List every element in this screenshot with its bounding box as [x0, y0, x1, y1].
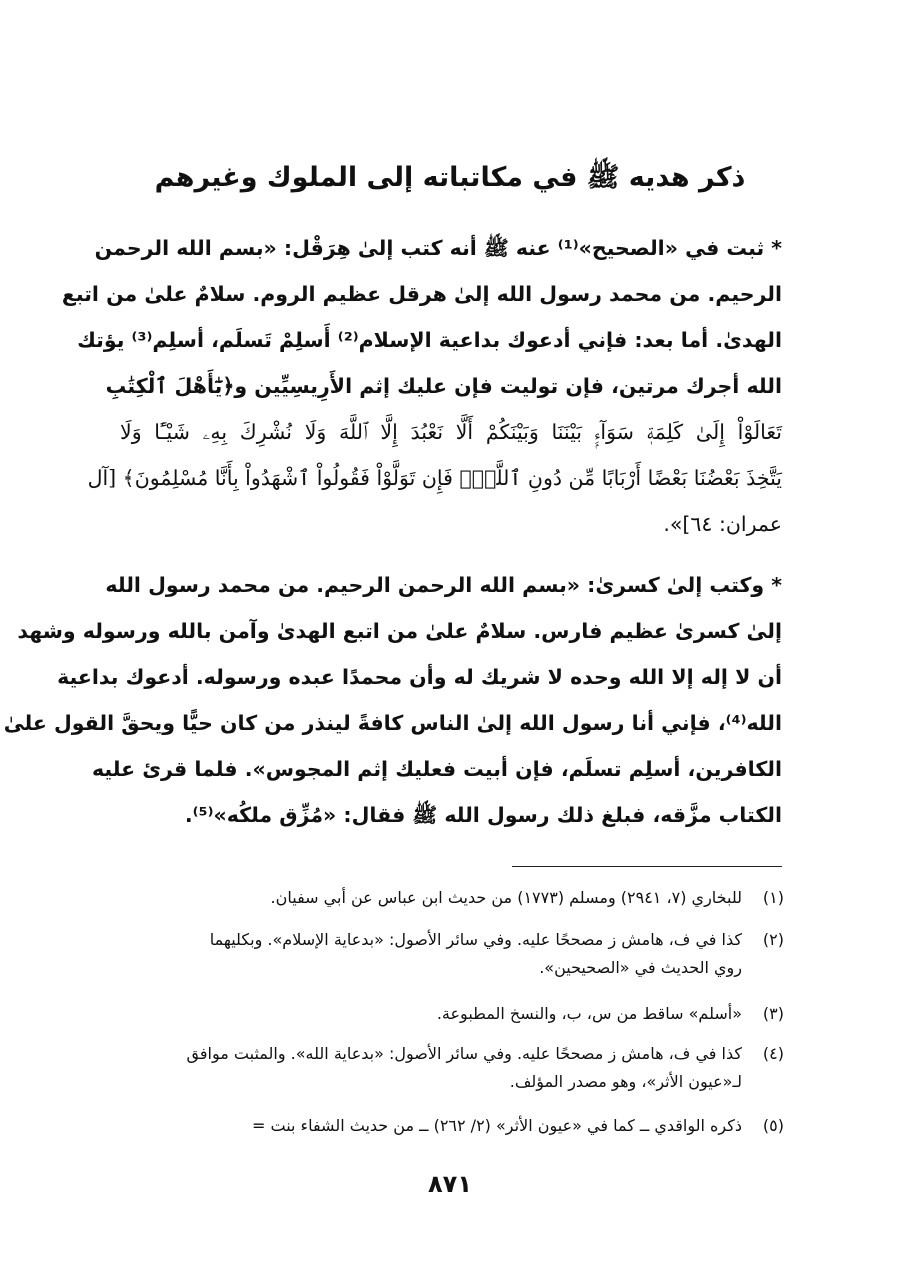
paragraph-line: الرحيم. من محمد رسول الله إلىٰ هرقل عظيم الروم. سلامٌ علىٰ من اتبع	[61, 282, 782, 306]
footnote-text: للبخاري (٧، ٢٩٤١) ومسلم (١٧٧٣) من حديث ابن عباس عن أبي سفيان.	[270, 888, 742, 907]
paragraph-line: الله⁽⁴⁾، فإني أنا رسول الله إلىٰ الناس كافةً لينذر من كان حيًّا ويحقَّ القول علىٰ	[3, 711, 782, 735]
footnote-5	[118, 1112, 784, 1140]
footnote-4	[118, 1040, 784, 1096]
footnote-divider	[512, 866, 782, 867]
footnote-number: (٢)	[762, 930, 784, 949]
paragraph-line: الهدىٰ. أما بعد: فإني أدعوك بداعية الإسلام⁽²⁾ أَسلِمْ تَسلَم، أسلِم⁽³⁾ يؤتك	[77, 328, 782, 352]
page-number: ٨٧١	[428, 1170, 472, 1198]
quran-verse-line: يَتَّخِذَ بَعْضُنَا بَعْضًا أَرْبَابًا مِّن دُونِ ٱللَّهِۚ فَإِن تَوَلَّوْاْ فَقُولُواْ ٱشْهَدُواْ بِأَنَّا مُسْلِمُونَ﴾ [آل	[87, 466, 782, 490]
section-title: ذكر هديه ﷺ في مكاتباته إلى الملوك وغيرهم	[154, 162, 746, 193]
paragraph-line: الله أجرك مرتين، فإن توليت فإن عليك إثم الأَرِيسِيِّين و﴿يَٰٓأَهْلَ ٱلْكِتَٰبِ	[105, 374, 782, 398]
footnote-number: (٣)	[762, 1004, 784, 1023]
paragraph-line: إلىٰ كسرىٰ عظيم فارس. سلامٌ علىٰ من اتبع الهدىٰ وآمن بالله ورسوله وشهد	[17, 619, 782, 643]
footnote-text: كذا في ف، هامش ز مصححًا عليه. وفي سائر الأصول: «بدعاية الله». والمثبت موافق	[186, 1044, 742, 1063]
footnote-text: «أسلم» ساقط من س، ب، والنسخ المطبوعة.	[436, 1004, 742, 1023]
paragraph-line: * وكتب إلىٰ كسرىٰ: «بسم الله الرحمن الرحيم. من محمد رسول الله	[105, 573, 782, 597]
footnote-text: روي الحديث في «الصحيحين».	[539, 958, 742, 977]
paragraph-line: أن لا إله إلا الله وحده لا شريك له وأن محمدًا عبده ورسوله. أدعوك بداعية	[57, 665, 782, 689]
footnote-text: لـ«عيون الأثر»، وهو مصدر المؤلف.	[509, 1072, 742, 1091]
footnote-2	[118, 926, 784, 982]
quran-verse-line: تَعَالَوْاْ إِلَىٰ كَلِمَةٖ سَوَآءِۭ بَيْنَنَا وَبَيْنَكُمْ أَلَّا نَعْبُدَ إِلَّا ٱللَّهَ وَلَا نُشْرِكَ بِهِۦ شَيْـًٔا وَلَا	[120, 420, 782, 444]
footnote-number: (٥)	[762, 1116, 784, 1135]
footnote-text: ذكره الواقدي ــ كما في «عيون الأثر» (٢/ ٢٦٢) ــ من حديث الشفاء بنت =	[251, 1116, 742, 1135]
footnote-text: كذا في ف، هامش ز مصححًا عليه. وفي سائر الأصول: «بدعاية الإسلام». وبكليهما	[209, 930, 742, 949]
paragraph-line: الكافرين، أسلِم تسلَم، فإن أبيت فعليك إثم المجوس». فلما قرئ عليه	[91, 757, 782, 781]
paragraph-line: عمران: ٦٤]».	[663, 512, 782, 536]
paragraph-line: * ثبت في «الصحيح»⁽¹⁾ عنه ﷺ أنه كتب إلىٰ هِرَقْل: «بسم الله الرحمن	[94, 236, 782, 260]
footnote-number: (١)	[762, 888, 784, 907]
footnote-number: (٤)	[762, 1044, 784, 1063]
paragraph-heraclius-letter	[61, 225, 782, 547]
paragraph-line: الكتاب مزَّقه، فبلغ ذلك رسول الله ﷺ فقال: «مُزِّق ملكُه»⁽⁵⁾.	[184, 803, 782, 827]
footnote-1	[118, 884, 784, 912]
footnote-3	[118, 1000, 784, 1028]
paragraph-khosrow-letter	[3, 562, 782, 838]
